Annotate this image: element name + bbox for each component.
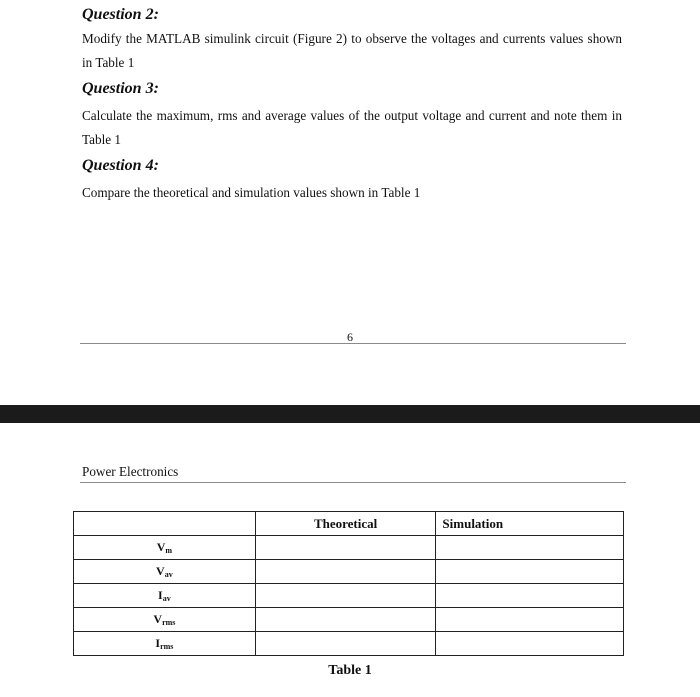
row-label-irms (74, 632, 256, 656)
symbol-subscript: av (162, 594, 171, 603)
table-caption: Table 1 (328, 663, 372, 678)
values-table (73, 511, 624, 656)
row-label-vm (74, 536, 256, 560)
symbol-subscript: av (164, 570, 173, 579)
symbol-base: I (158, 588, 163, 602)
symbol-base: V (156, 564, 165, 578)
row-label-iav (74, 584, 256, 608)
row-label-vav (74, 560, 256, 584)
theoretical-cell (255, 560, 436, 584)
symbol-subscript: m (165, 546, 173, 555)
table-row (74, 560, 624, 584)
table-row (74, 608, 624, 632)
table-header-row (74, 512, 624, 536)
page-separator (0, 405, 700, 423)
table-row (74, 632, 624, 656)
question-4-heading: Question 4: (82, 157, 159, 174)
simulation-cell (436, 632, 624, 656)
symbol-subscript: rms (160, 642, 174, 651)
table-header-simulation: Simulation (436, 512, 624, 536)
table-row (74, 536, 624, 560)
row-label-vrms (74, 608, 256, 632)
page-7 (0, 423, 700, 697)
question-4-text: Compare the theoretical and simulation values shown in Table 1 (82, 185, 421, 200)
theoretical-cell (255, 608, 436, 632)
question-2-text: Modify the MATLAB simulink circuit (Figure 2) to observe the voltages and currents values shown in Table 1 (82, 31, 622, 70)
symbol-base: V (153, 612, 163, 626)
simulation-cell (436, 560, 624, 584)
header-rule (80, 482, 626, 483)
running-header: Power Electronics (82, 464, 179, 479)
question-2-heading: Question 2: (82, 6, 159, 23)
table-header-theoretical: Theoretical (255, 512, 436, 536)
theoretical-cell (255, 536, 436, 560)
symbol-subscript: rms (162, 618, 176, 627)
symbol-base: V (156, 540, 166, 554)
footer-rule (80, 343, 626, 344)
symbol-base: I (155, 636, 161, 650)
question-3-text: Calculate the maximum, rms and average values of the output voltage and current and note them in Table 1 (82, 108, 622, 147)
theoretical-cell (255, 632, 436, 656)
table-header-blank (74, 512, 256, 536)
simulation-cell (436, 584, 624, 608)
simulation-cell (436, 536, 624, 560)
page-number: 6 (347, 330, 353, 344)
theoretical-cell (255, 584, 436, 608)
table-row (74, 584, 624, 608)
simulation-cell (436, 608, 624, 632)
question-3-heading: Question 3: (82, 80, 159, 97)
